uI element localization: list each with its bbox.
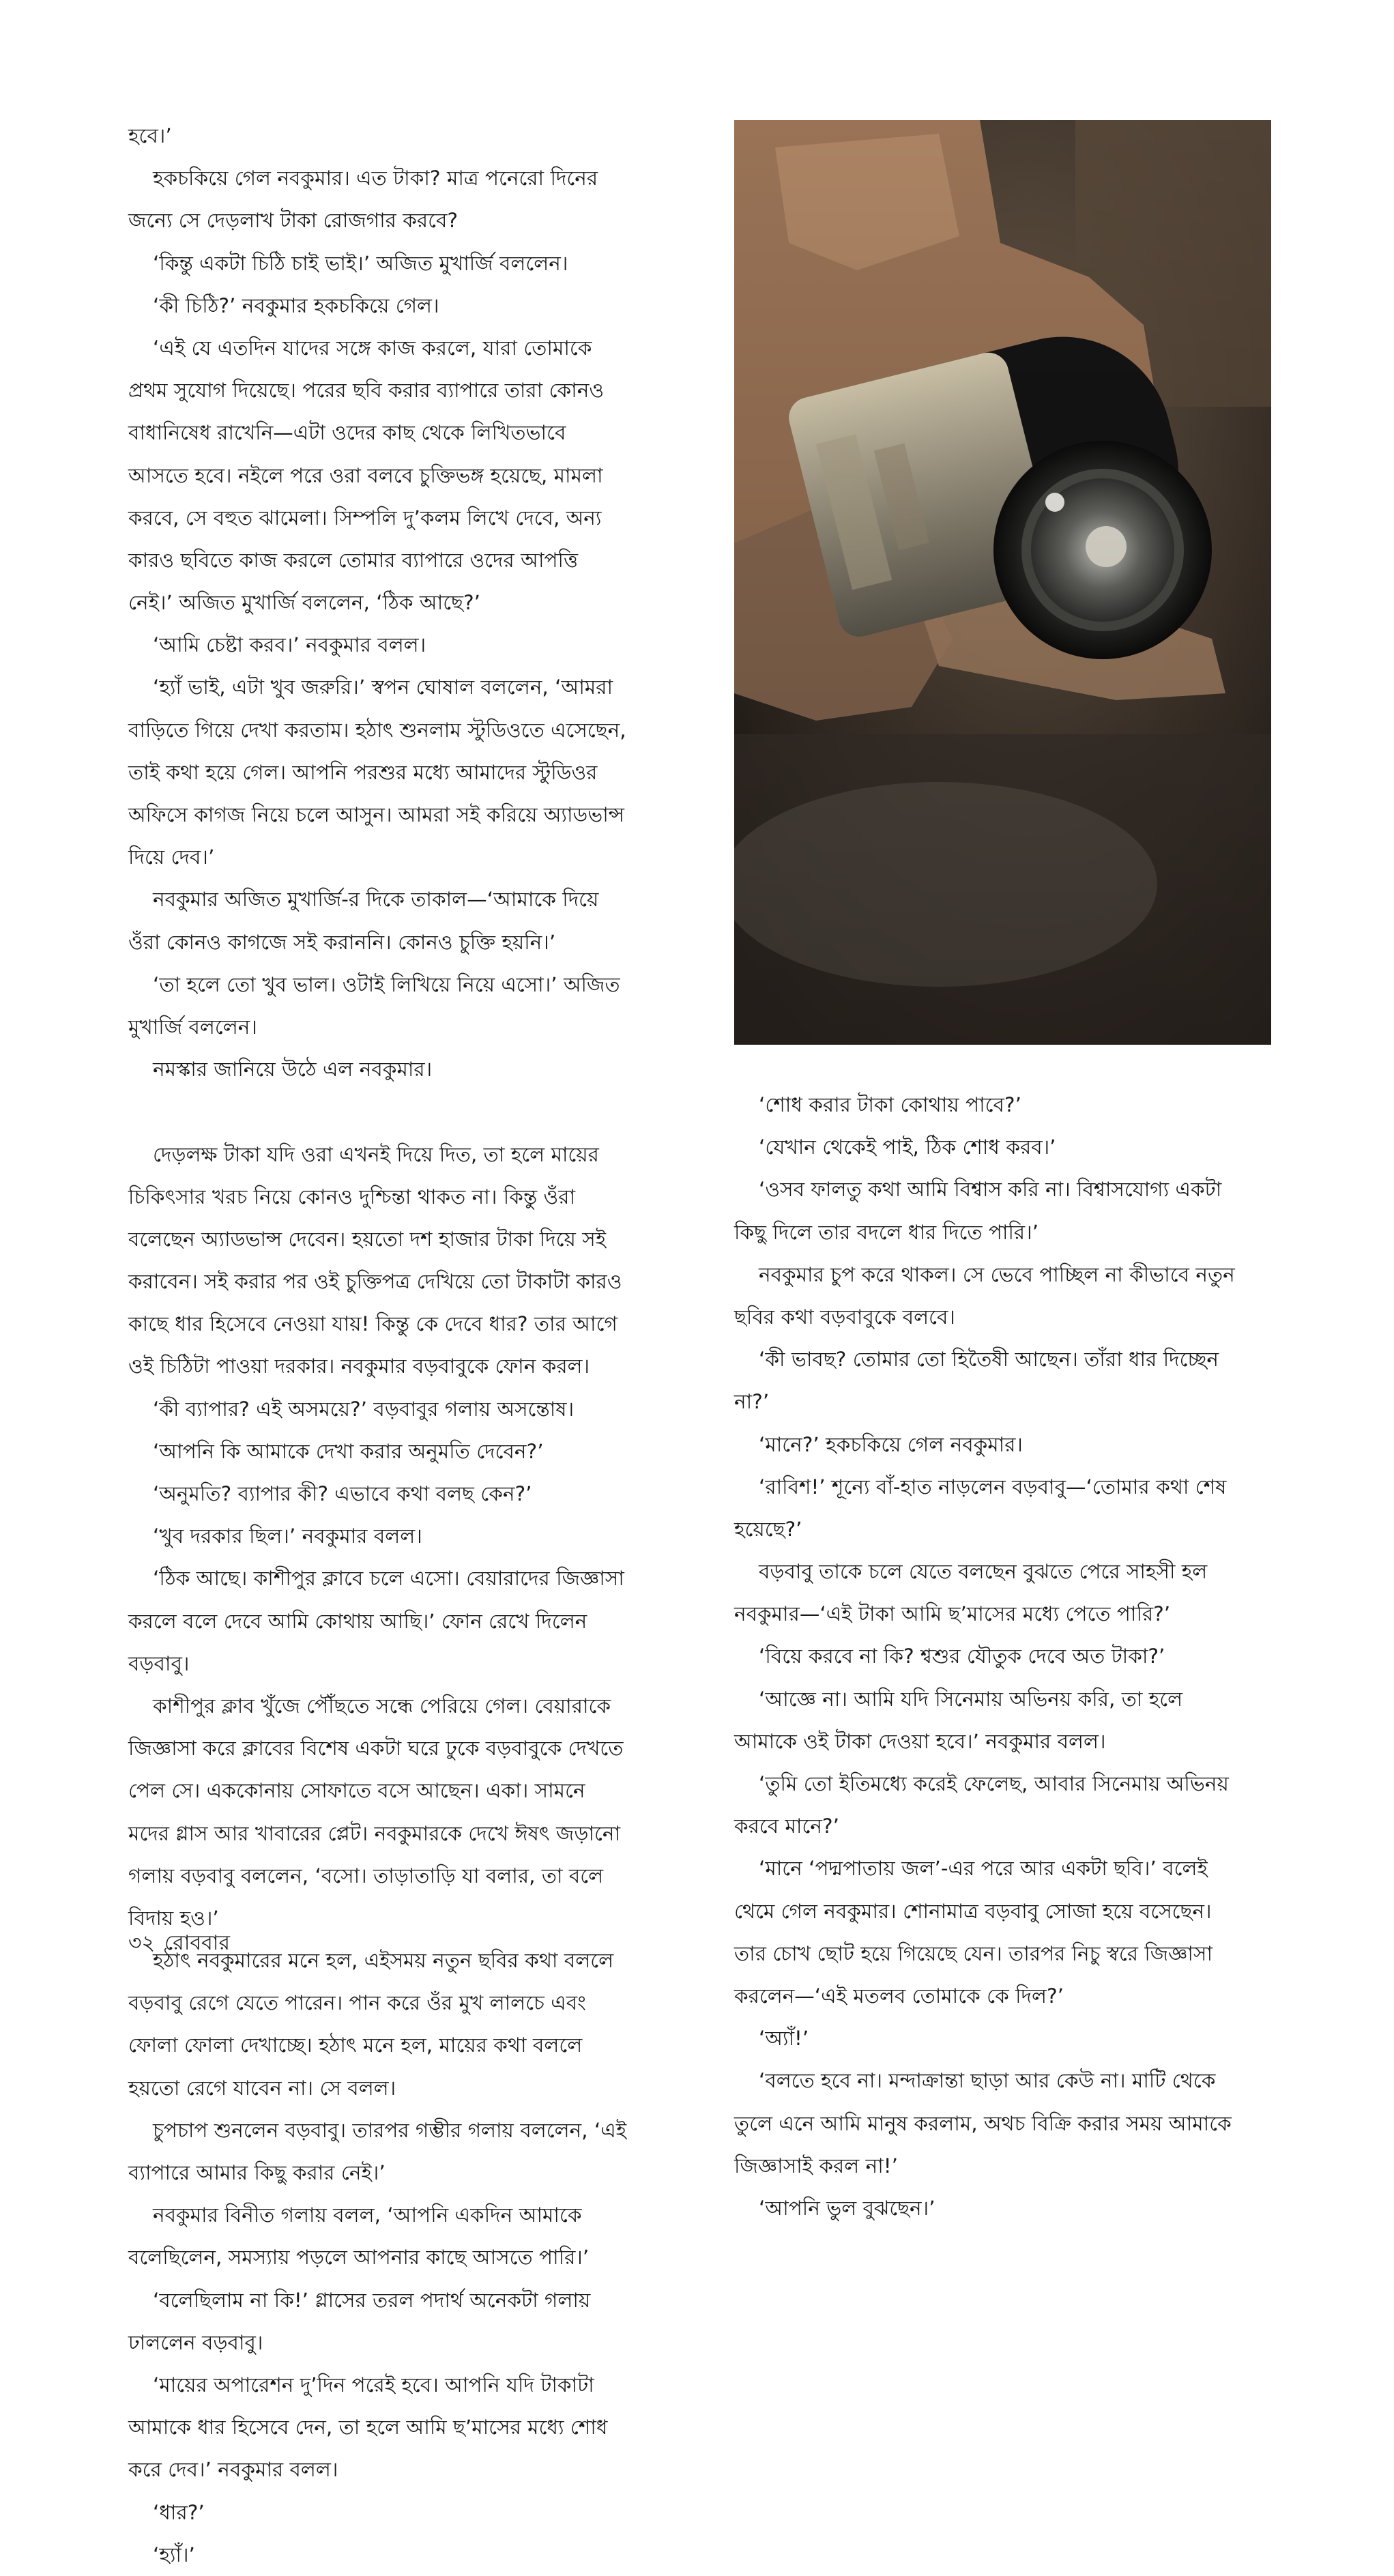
text-line: বাড়িতে গিয়ে দেখা করতাম। হঠাৎ শুনলাম স্টুডিওতে এসেছেন, [128,718,626,742]
text-line: ‘মানে ‘পদ্মপাতায় জল’-এর পরে আর একটা ছবি।’ বলেই [759,1857,1208,1881]
text-line: ‘বলতে হবে না। মন্দাক্রান্তা ছাড়া আর কেউ না। মাটি থেকে [759,2069,1216,2093]
text-line: হবে।’ [128,124,172,147]
text-line: বড়বাবু। [128,1651,190,1675]
text-line: দিয়ে দেব।’ [128,845,215,869]
text-line: ‘বিয়ে করবে না কি? শ্বশুর যৌতুক দেবে অত টাকা?’ [759,1645,1165,1668]
text-line: মদের গ্লাস আর খাবারের প্লেট। নবকুমারকে দেখে ঈষৎ জড়ানো [128,1821,621,1845]
text-line: বড়বাবু রেগে যেতে পারেন। পান করে ওঁর মুখ লালচে এবং [128,1991,586,2015]
text-line: ওই চিঠিটা পাওয়া দরকার। নবকুমার বড়বাবুকে ফোন করল। [128,1355,590,1378]
text-line: প্রথম সুযোগ দিয়েছে। পরের ছবি করার ব্যাপারে তারা কোনও [128,379,605,403]
text-line: ‘তুমি তো ইতিমধ্যে করেই ফেলেছ, আবার সিনেমায় অভিনয় [759,1772,1229,1795]
text-line: কারও ছবিতে কাজ করলে তোমার ব্যাপারে ওদের আপত্তি [128,548,579,572]
text-line [128,1090,722,1133]
text-line: দেড়লক্ষ টাকা যদি ওরা এখনই দিয়ে দিত, তা হলে মায়ের [153,1142,599,1166]
text-line: ‘ওসব ফালতু কথা আমি বিশ্বাস করি না। বিশ্বাসযোগ্য একটা [759,1178,1222,1202]
text-line: ‘যেখান থেকেই পাই, ঠিক শোধ করব।’ [759,1135,1056,1159]
page-number: ৩২ [128,1931,156,1955]
text-line: করে দেব।’ নবকুমার বলল। [128,2458,338,2482]
text-line: করলে বলে দেবে আমি কোথায় আছি।’ ফোন রেখে দিলেন [128,1609,587,1633]
text-line: ‘আজ্ঞে না। আমি যদি সিনেমায় অভিনয় করি, তা হলে [759,1687,1183,1711]
text-line: ‘কী ব্যাপার? এই অসময়ে?’ বড়বাবুর গলায় অসন্তোষ। [153,1397,575,1421]
text-line: চিকিৎসার খরচ নিয়ে কোনও দুশ্চিন্তা থাকত না। কিন্তু ওঁরা [128,1185,576,1209]
text-line: ওঁরা কোনও কাগজে সই করাননি। কোনও চুক্তি হয়নি।’ [128,930,556,954]
text-line: ‘মানে?’ হকচকিয়ে গেল নবকুমার। [759,1432,1023,1456]
text-line: বড়বাবু তাকে চলে যেতে বলছেন বুঝতে পেরে সাহসী হল [759,1560,1208,1584]
text-line: আমাকে ওই টাকা দেওয়া হবে।’ নবকুমার বলল। [734,1729,1106,1753]
text-line: আমাকে ধার হিসেবে দেন, তা হলে আমি ছ’মাসের মধ্যে শোধ [128,2416,608,2440]
text-line: তার চোখ ছোট হয়ে গিয়েছে যেন। তারপর নিচু স্বরে জিজ্ঞাসা [734,1941,1213,1965]
text-line: ছবির কথা বড়বাবুকে বলবে। [734,1305,955,1329]
text-line: ‘বলেছিলাম না কি!’ গ্লাসের তরল পদার্থ অনেকটা গলায় [153,2288,591,2312]
text-line: বলেছিলেন, সমস্যায় পড়লে আপনার কাছে আসতে পারি।’ [128,2246,590,2270]
text-line: ‘তা হলে তো খুব ভাল। ওটাই লিখিয়ে নিয়ে এসো।’ অজিত [153,972,620,996]
text-line: ‘আপনি ভুল বুঝছেন।’ [759,2196,935,2220]
text-line: করবে মানে?’ [734,1814,839,1838]
text-line: ‘মায়ের অপারেশন দু’দিন পরেই হবে। আপনি যদি টাকাটা [153,2373,594,2397]
text-line: বিদায় হও।’ [128,1906,219,1930]
text-line: হয়তো রেগে যাবেন না। সে বলল। [128,2076,396,2100]
text-line: করাবেন। সই করার পর ওই চুক্তিপত্র দেখিয়ে তো টাকাটা কারও [128,1270,622,1294]
text-line: ‘শোধ করার টাকা কোথায় পাবে?’ [759,1093,1021,1116]
text-line: করবে, সে বহুত ঝামেলা। সিম্পলি দু’কলম লিখে দেবে, অন্য [128,506,602,530]
text-line: পেল সে। এককোনায় সোফাতে বসে আছেন। একা। সামনে [128,1779,585,1803]
text-line: ‘হ্যাঁ।’ [153,2543,195,2566]
text-line: আসতে হবে। নইলে পরে ওরা বলবে চুক্তিভঙ্গ হয়েছে, মামলা [128,463,603,487]
text-line: ‘আমি চেষ্টা করব।’ নবকুমার বলল। [153,633,426,657]
text-line: ফোলা ফোলা দেখাচ্ছে। হঠাৎ মনে হল, মায়ের কথা বললে [128,2034,583,2057]
text-line: ‘খুব দরকার ছিল।’ নবকুমার বলল। [153,1524,422,1548]
publication-name: রোববার [164,1931,230,1955]
text-line: তাই কথা হয়ে গেল। আপনি পরশুর মধ্যে আমাদের স্টুডিওর [128,760,598,784]
text-line: ‘হ্যাঁ ভাই, এটা খুব জরুরি।’ স্বপন ঘোষাল বললেন, ‘আমরা [153,676,613,699]
text-line: ব্যাপারে আমার কিছু করার নেই।’ [128,2161,386,2184]
text-line: বাধানিষেধ রাখেনি—এটা ওদের কাছ থেকে লিখিতভাবে [128,421,566,445]
text-line: অফিসে কাগজ নিয়ে চলে আসুন। আমরা সই করিয়ে অ্যাডভান্স [128,803,624,826]
text-line: জিজ্ঞাসা করে ক্লাবের বিশেষ একটা ঘরে ঢুকে বড়বাবুকে দেখতে [128,1737,624,1761]
text-line: ‘এই যে এতদিন যাদের সঙ্গে কাজ করলে, যারা তোমাকে [153,336,592,360]
text-line: জন্যে সে দেড়লাখ টাকা রোজগার করবে? [128,209,459,233]
text-line: ‘কিন্তু একটা চিঠি চাই ভাই।’ অজিত মুখার্জি বললেন। [153,251,568,275]
text-line: তুলে এনে আমি মানুষ করলাম, অথচ বিক্রি করার সময় আমাকে [734,2111,1232,2135]
text-line: হয়েছে?’ [734,1517,802,1541]
text-line: মুখার্জি বললেন। [128,1015,257,1039]
text-line: হঠাৎ নবকুমারের মনে হল, এইসময় নতুন ছবির কথা বললে [153,1949,614,1973]
text-line: ‘অনুমতি? ব্যাপার কী? এভাবে কথা বলছ কেন?’ [153,1482,532,1505]
illustration-hand-holding-torch [734,120,1271,1045]
text-line: না?’ [734,1390,770,1414]
text-line: কাছে ধার হিসেবে নেওয়া যায়! কিন্তু কে দেবে ধার? তার আগে [128,1312,618,1336]
text-line: কিছু দিলে তার বদলে ধার দিতে পারি।’ [734,1220,1039,1244]
text-line: হকচকিয়ে গেল নবকুমার। এত টাকা? মাত্র পনেরো দিনের [153,167,598,190]
text-line: ‘অ্যাঁ!’ [759,2027,809,2051]
page-footer [128,1930,230,1957]
text-line: চুপচাপ শুনলেন বড়বাবু। তারপর গম্ভীর গলায় বললেন, ‘এই [153,2118,627,2142]
story-text-right-column [734,1084,1273,2229]
text-line: বলেছেন অ্যাডভান্স দেবেন। হয়তো দশ হাজার টাকা দিয়ে সই [128,1227,607,1251]
text-line: নবকুমার বিনীত গলায় বলল, ‘আপনি একদিন আমাকে [153,2203,582,2227]
text-line: ‘ধার?’ [153,2500,205,2524]
text-line: জিজ্ঞাসাই করল না!’ [734,2154,898,2177]
text-line: ‘রাবিশ!’ শূন্যে বাঁ-হাত নাড়লেন বড়বাবু—‘তোমার কথা শেষ [759,1475,1227,1499]
text-line: ‘কী চিঠি?’ নবকুমার হকচকিয়ে গেল। [153,293,439,317]
text-line: নেই।’ অজিত মুখার্জি বললেন, ‘ঠিক আছে?’ [128,591,481,615]
text-line: করলেন—‘এই মতলব তোমাকে কে দিল?’ [734,1984,1064,2008]
text-line: নবকুমার—‘এই টাকা আমি ছ’মাসের মধ্যে পেতে পারি?’ [734,1602,1171,1626]
text-line: ‘আপনি কি আমাকে দেখা করার অনুমতি দেবেন?’ [153,1439,544,1463]
text-line: নমস্কার জানিয়ে উঠে এল নবকুমার। [153,1058,433,1082]
text-line: নবকুমার চুপ করে থাকল। সে ভেবে পাচ্ছিল না কীভাবে নতুন [759,1262,1235,1286]
text-line: নবকুমার অজিত মুখার্জি-র দিকে তাকাল—‘আমাকে দিয়ে [153,888,599,912]
text-line: ‘কী ভাবছ? তোমার তো হিতৈষী আছেন। তাঁরা ধার দিচ্ছেন [759,1348,1219,1372]
text-line: থেমে গেল নবকুমার। শোনামাত্র বড়বাবু সোজা হয়ে বসেছেন। [734,1899,1212,1923]
text-line: ঢাললেন বড়বাবু। [128,2330,263,2354]
story-text-left-column [128,115,722,2576]
text-line: কাশীপুর ক্লাব খুঁজে পৌঁছতে সন্ধে পেরিয়ে গেল। বেয়ারাকে [153,1694,611,1718]
text-line: ‘ঠিক আছে। কাশীপুর ক্লাবে চলে এসো। বেয়ারাদের জিজ্ঞাসা [153,1567,624,1591]
text-line: গলায় বড়বাবু বললেন, ‘বসো। তাড়াতাড়ি যা বলার, তা বলে [128,1864,604,1887]
